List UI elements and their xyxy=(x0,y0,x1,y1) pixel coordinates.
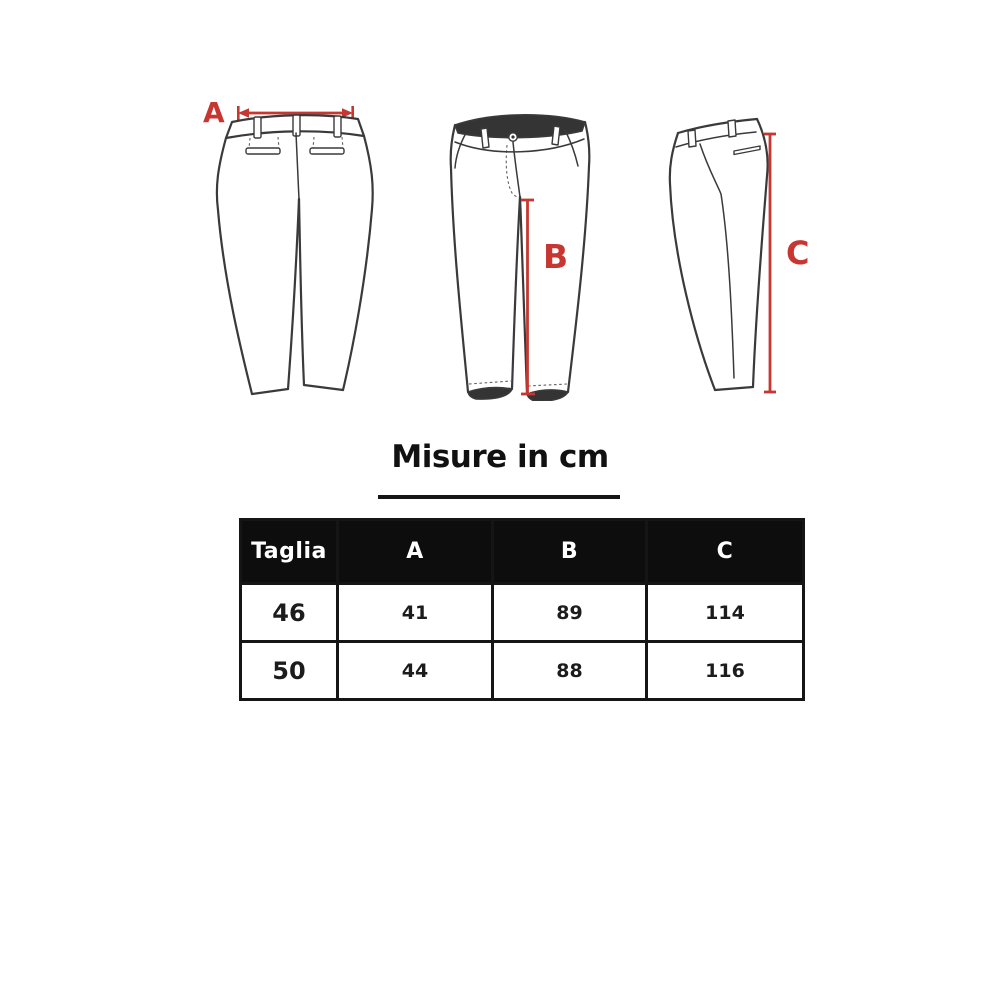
back-legs-outline xyxy=(217,133,373,394)
measure-label-a: A xyxy=(203,96,225,129)
front-belt-loop xyxy=(552,126,560,145)
cell-taglia: 50 xyxy=(241,642,338,700)
table-row-size-50 xyxy=(241,642,804,700)
cell-measure-a: 41 xyxy=(338,584,493,642)
cell-measure-a: 44 xyxy=(338,642,493,700)
header-measure-a: A xyxy=(338,520,493,584)
pants-back-view-drawing xyxy=(200,82,430,417)
front-button xyxy=(509,133,517,141)
measure-label-b: B xyxy=(543,237,569,276)
side-belt-loop xyxy=(688,130,696,147)
front-belt-loop xyxy=(481,128,489,148)
back-belt-loop xyxy=(334,116,341,137)
measure-label-c: C xyxy=(786,234,810,272)
front-hem-stitch xyxy=(469,381,567,386)
front-fly-stitch xyxy=(506,145,520,197)
cell-measure-b: 89 xyxy=(493,584,647,642)
front-fly-seam xyxy=(513,142,520,197)
side-crease-line xyxy=(700,144,734,378)
front-hem-left xyxy=(468,388,512,400)
cell-measure-c: 114 xyxy=(647,584,804,642)
size-chart-title: Misure in cm xyxy=(391,439,609,475)
front-waistband-seam xyxy=(455,139,584,152)
front-waistband-interior xyxy=(455,115,585,138)
back-pockets xyxy=(246,137,344,154)
side-belt-loop xyxy=(728,120,736,137)
front-legs-outline xyxy=(451,122,590,394)
cell-measure-c: 116 xyxy=(647,642,804,700)
header-measure-c: C xyxy=(647,520,804,584)
header-taglia: Taglia xyxy=(241,520,338,584)
cell-measure-b: 88 xyxy=(493,642,647,700)
size-table-header-row xyxy=(241,520,804,584)
header-measure-b: B xyxy=(493,520,647,584)
front-hem-right xyxy=(527,390,568,401)
side-outline xyxy=(670,119,768,390)
side-back-pocket xyxy=(734,146,760,155)
cell-taglia: 46 xyxy=(241,584,338,642)
title-underline xyxy=(378,495,620,499)
front-pocket xyxy=(565,130,578,166)
pants-front-view-drawing xyxy=(448,106,598,401)
table-row-size-46 xyxy=(241,584,804,642)
size-table xyxy=(239,518,805,701)
measure-c-line xyxy=(764,134,776,392)
pants-side-view-drawing xyxy=(655,106,795,401)
back-belt-loop xyxy=(254,117,261,138)
front-pocket xyxy=(455,133,466,168)
